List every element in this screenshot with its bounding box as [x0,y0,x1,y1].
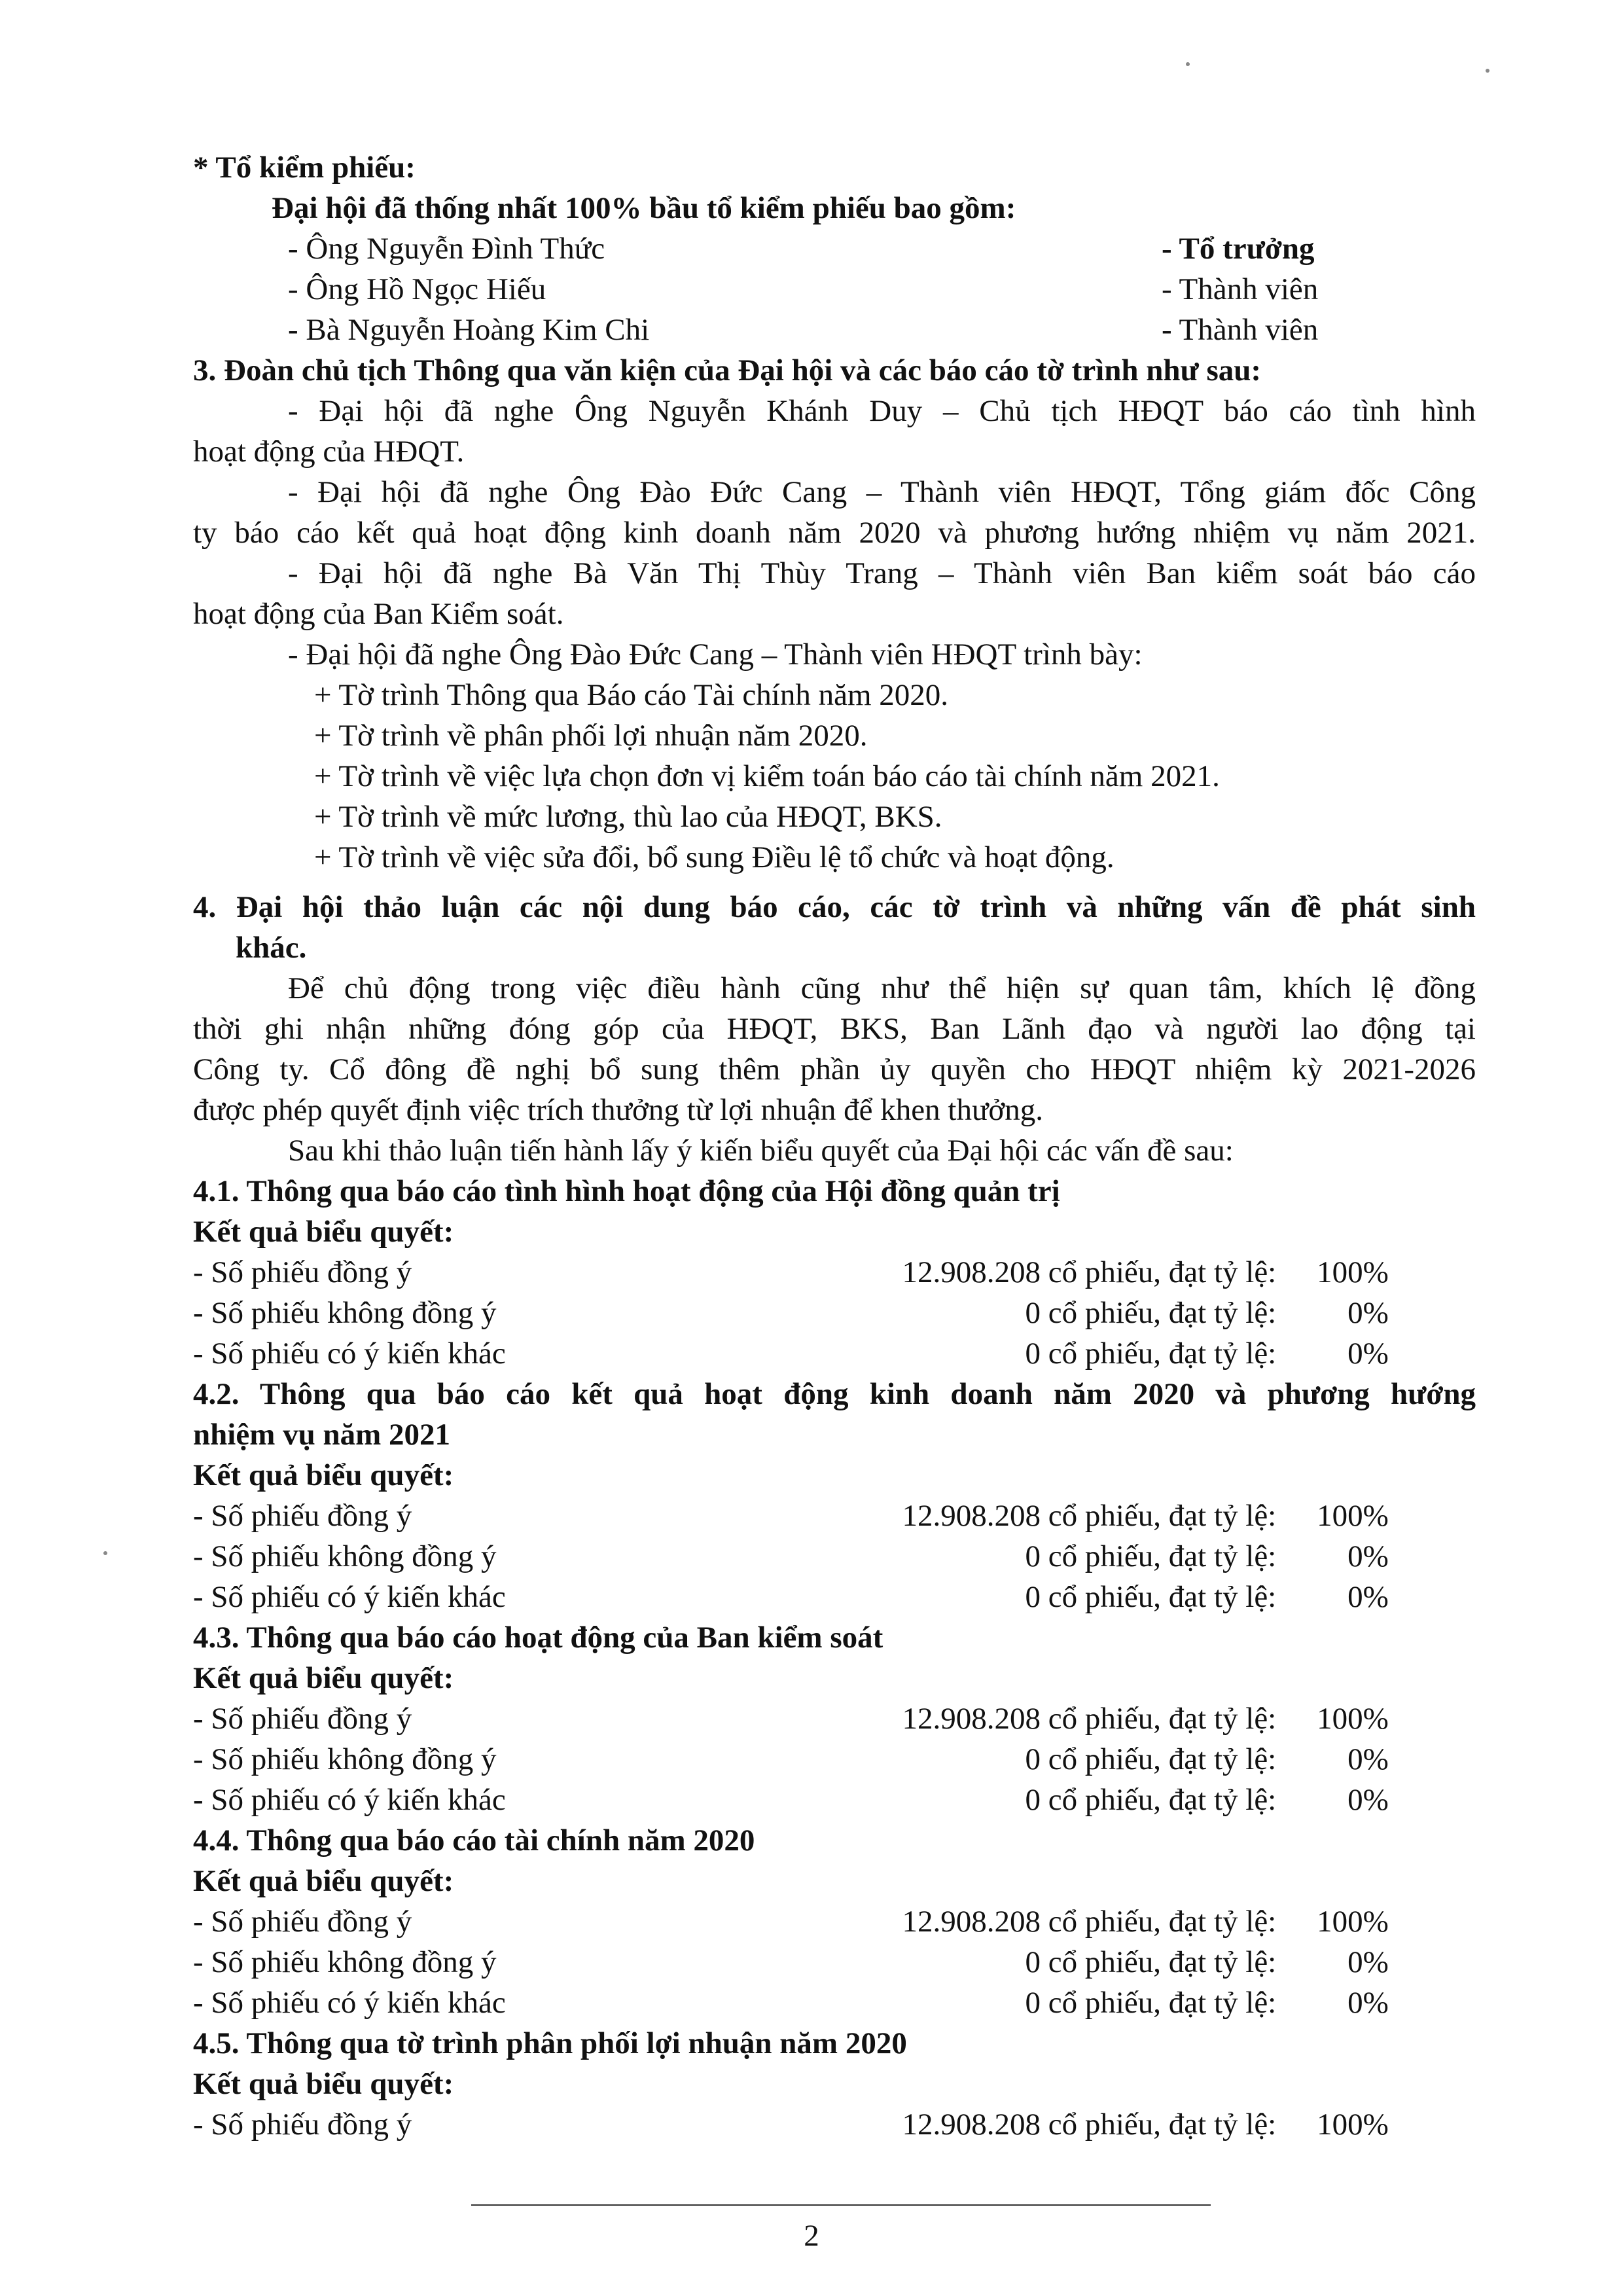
vote-label: - Số phiếu không đồng ý [193,1945,497,1979]
vote-middle-text: cổ phiếu, đạt tỷ lệ: [1048,1742,1277,1776]
item-4-5-title: 4.5. Thông qua tờ trình phân phối lợi nhuận năm 2020 [193,2026,907,2060]
footer-divider [471,2204,1211,2206]
result-label: Kết quả biểu quyết: [193,2067,454,2101]
page-number: 2 [804,2219,819,2253]
vote-label: - Số phiếu đồng ý [193,1702,412,1736]
section4-paragraph-line: Để chủ động trong việc điều hành cũng như thể hiện sự quan tâm, khích lệ đồng [288,971,1476,1005]
vote-count: 0 [1025,1539,1041,1573]
vote-percent: 100% [1317,1905,1389,1939]
scan-speck [1486,69,1489,73]
vote-count: 0 [1025,1986,1041,2020]
vote-percent: 0% [1347,1296,1389,1330]
vote-percent: 0% [1347,1986,1389,2020]
vote-count: 0 [1025,1945,1041,1979]
vote-middle-text: cổ phiếu, đạt tỷ lệ: [1048,1702,1277,1736]
vote-percent: 100% [1317,1499,1389,1533]
vote-middle-text: cổ phiếu, đạt tỷ lệ: [1048,1783,1277,1817]
section4-paragraph-line: được phép quyết định việc trích thưởng từ lợi nhuận để khen thưởng. [193,1093,1044,1127]
vote-row-agree [193,1698,1476,1739]
member-role: - Thành viên [1162,313,1319,347]
vote-label: - Số phiếu đồng ý [193,1905,412,1939]
vote-middle-text: cổ phiếu, đạt tỷ lệ: [1048,1499,1277,1533]
vote-row-other [193,1982,1476,2023]
vote-middle-text: cổ phiếu, đạt tỷ lệ: [1048,1539,1277,1573]
vote-label: - Số phiếu đồng ý [193,1255,412,1289]
counting-member-row [288,228,1476,269]
vote-row-disagree [193,1293,1476,1333]
counting-heading: * Tổ kiểm phiếu: [193,151,416,185]
section4-heading: 4. Đại hội thảo luận các nội dung báo cáo, các tờ trình và những vấn đề phát sinh [193,890,1476,924]
section3-line: hoạt động của Ban Kiểm soát. [193,597,564,631]
scan-speck [1186,62,1190,66]
item-4-4-title: 4.4. Thông qua báo cáo tài chính năm 2020 [193,1823,755,1857]
vote-count: 0 [1025,1783,1041,1817]
vote-count: 12.908.208 [902,1905,1041,1939]
member-role: - Thành viên [1162,272,1319,306]
section4-paragraph-line: thời ghi nhận những đóng góp của HĐQT, BKS, Ban Lãnh đạo và người lao động tại [193,1012,1476,1046]
vote-count: 0 [1025,1580,1041,1614]
vote-label: - Số phiếu không đồng ý [193,1539,497,1573]
vote-percent: 0% [1347,1783,1389,1817]
vote-percent: 0% [1347,1945,1389,1979]
vote-middle-text: cổ phiếu, đạt tỷ lệ: [1048,1986,1277,2020]
vote-row-other [193,1333,1476,1374]
vote-label: - Số phiếu có ý kiến khác [193,1783,506,1817]
item-4-3-title: 4.3. Thông qua báo cáo hoạt động của Ban kiểm soát [193,1621,883,1655]
vote-middle-text: cổ phiếu, đạt tỷ lệ: [1048,1905,1277,1939]
vote-label: - Số phiếu không đồng ý [193,1742,497,1776]
item-4-2-title: 4.2. Thông qua báo cáo kết quả hoạt động kinh doanh năm 2020 và phương hướng [193,1377,1476,1411]
vote-label: - Số phiếu có ý kiến khác [193,1580,506,1614]
vote-percent: 100% [1317,1255,1389,1289]
section4-paragraph-line: Công ty. Cổ đông đề nghị bổ sung thêm phần ủy quyền cho HĐQT nhiệm kỳ 2021-2026 [193,1052,1476,1086]
vote-row-disagree [193,1536,1476,1577]
member-name: - Ông Hồ Ngọc Hiếu [288,272,546,306]
result-label: Kết quả biểu quyết: [193,1864,454,1898]
member-name: - Ông Nguyễn Đình Thức [288,232,605,266]
vote-row-agree [193,1496,1476,1536]
vote-label: - Số phiếu đồng ý [193,1499,412,1533]
section3-line: ty báo cáo kết quả hoạt động kinh doanh năm 2020 và phương hướng nhiệm vụ năm 2021. [193,516,1476,550]
section3-line: - Đại hội đã nghe Ông Đào Đức Cang – Thành viên HĐQT, Tổng giám đốc Công [288,475,1476,509]
vote-count: 12.908.208 [902,1255,1041,1289]
vote-label: - Số phiếu đồng ý [193,2108,412,2142]
vote-percent: 100% [1317,1702,1389,1736]
vote-percent: 100% [1317,2108,1389,2142]
vote-count: 0 [1025,1336,1041,1371]
vote-row-agree [193,2104,1476,2145]
item-4-1-title: 4.1. Thông qua báo cáo tình hình hoạt động của Hội đồng quản trị [193,1174,1060,1208]
vote-middle-text: cổ phiếu, đạt tỷ lệ: [1048,2108,1277,2142]
vote-count: 0 [1025,1296,1041,1330]
section4-heading-cont: khác. [236,931,307,965]
section3-heading: 3. Đoàn chủ tịch Thông qua văn kiện của Đại hội và các báo cáo tờ trình như sau: [193,353,1262,387]
vote-row-disagree [193,1942,1476,1982]
vote-middle-text: cổ phiếu, đạt tỷ lệ: [1048,1255,1277,1289]
vote-percent: 0% [1347,1336,1389,1371]
vote-label: - Số phiếu có ý kiến khác [193,1336,506,1371]
section3-line: hoạt động của HĐQT. [193,435,465,469]
vote-count: 12.908.208 [902,2108,1041,2142]
section3-line: - Đại hội đã nghe Ông Nguyễn Khánh Duy – Chủ tịch HĐQT báo cáo tình hình [288,394,1476,428]
section3-line: - Đại hội đã nghe Ông Đào Đức Cang – Thành viên HĐQT trình bày: [288,637,1143,672]
vote-middle-text: cổ phiếu, đạt tỷ lệ: [1048,1336,1277,1371]
vote-row-disagree [193,1739,1476,1780]
section3-line: + Tờ trình về việc lựa chọn đơn vị kiểm toán báo cáo tài chính năm 2021. [314,759,1220,793]
vote-row-agree [193,1901,1476,1942]
member-role: - Tổ trưởng [1162,232,1315,266]
vote-row-other [193,1780,1476,1820]
vote-percent: 0% [1347,1580,1389,1614]
result-label: Kết quả biểu quyết: [193,1458,454,1492]
vote-label: - Số phiếu có ý kiến khác [193,1986,506,2020]
counting-member-row [288,310,1476,350]
section3-line: + Tờ trình Thông qua Báo cáo Tài chính năm 2020. [314,678,949,712]
vote-label: - Số phiếu không đồng ý [193,1296,497,1330]
result-label: Kết quả biểu quyết: [193,1215,454,1249]
section4-paragraph-line: Sau khi thảo luận tiến hành lấy ý kiến biểu quyết của Đại hội các vấn đề sau: [288,1134,1234,1168]
member-name: - Bà Nguyễn Hoàng Kim Chi [288,313,650,347]
section3-line: + Tờ trình về việc sửa đổi, bổ sung Điều lệ tổ chức và hoạt động. [314,840,1115,874]
section3-line: + Tờ trình về mức lương, thù lao của HĐQT, BKS. [314,800,942,834]
vote-row-other [193,1577,1476,1617]
section3-line: - Đại hội đã nghe Bà Văn Thị Thùy Trang – Thành viên Ban kiểm soát báo cáo [288,556,1476,590]
vote-count: 0 [1025,1742,1041,1776]
vote-count: 12.908.208 [902,1702,1041,1736]
vote-percent: 0% [1347,1539,1389,1573]
vote-row-agree [193,1252,1476,1293]
vote-percent: 0% [1347,1742,1389,1776]
vote-middle-text: cổ phiếu, đạt tỷ lệ: [1048,1580,1277,1614]
vote-middle-text: cổ phiếu, đạt tỷ lệ: [1048,1945,1277,1979]
section3-line: + Tờ trình về phân phối lợi nhuận năm 2020. [314,719,868,753]
counting-member-row [288,269,1476,310]
vote-middle-text: cổ phiếu, đạt tỷ lệ: [1048,1296,1277,1330]
scan-speck [103,1551,107,1555]
counting-intro: Đại hội đã thống nhất 100% bầu tổ kiểm phiếu bao gồm: [272,191,1016,225]
result-label: Kết quả biểu quyết: [193,1661,454,1695]
vote-count: 12.908.208 [902,1499,1041,1533]
item-4-2-title-cont: nhiệm vụ năm 2021 [193,1418,451,1452]
